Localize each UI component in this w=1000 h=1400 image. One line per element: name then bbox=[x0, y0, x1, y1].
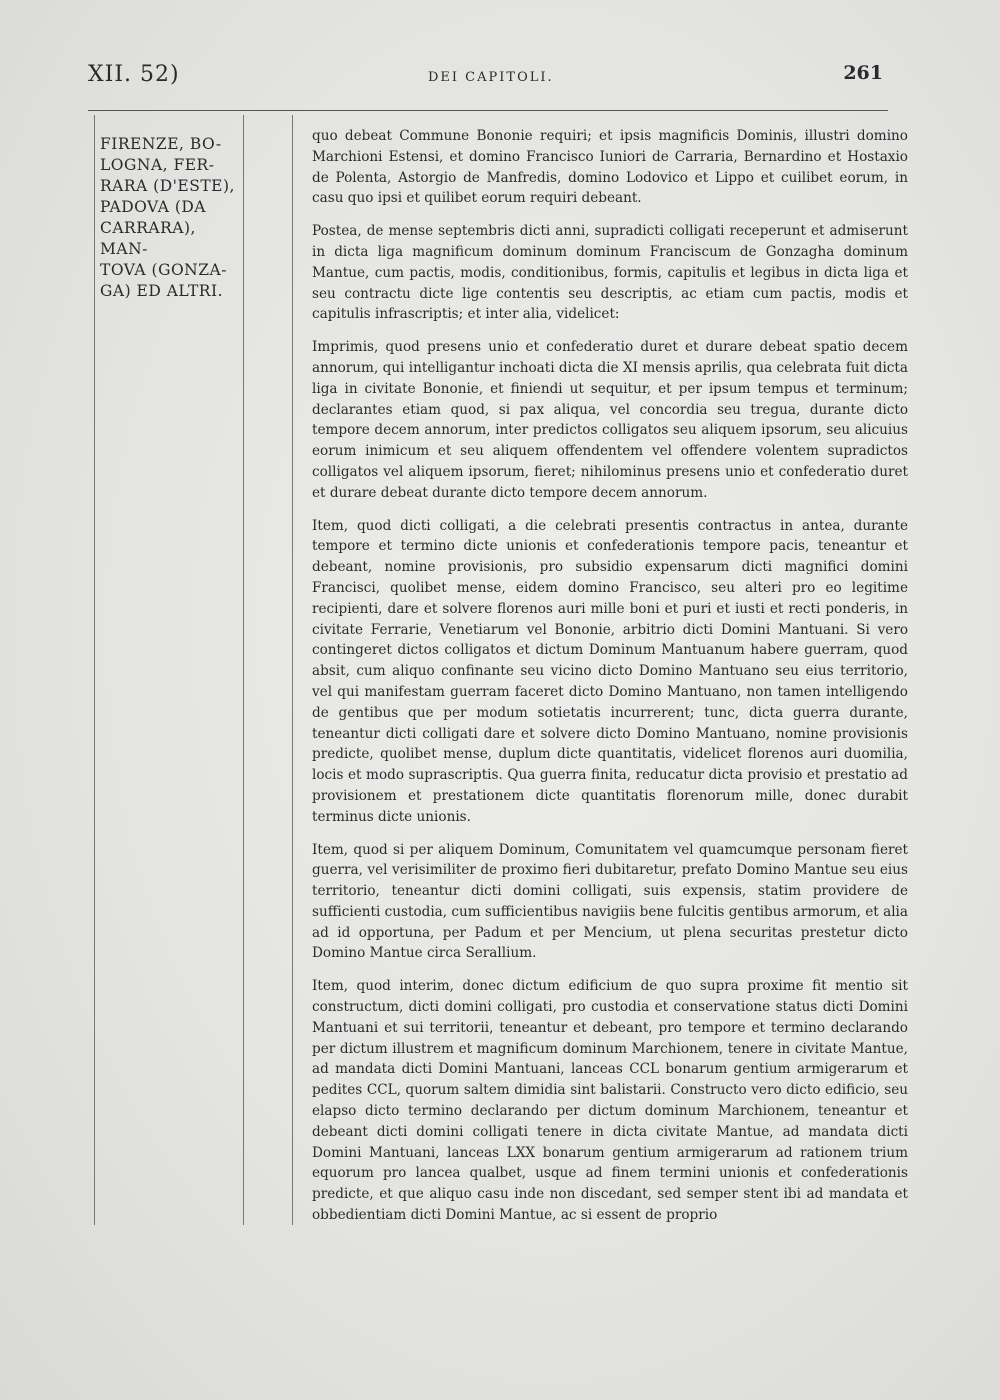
margin-rule-outer bbox=[94, 115, 95, 1225]
section-reference: XII. 52) bbox=[88, 62, 180, 87]
paragraph: Imprimis, quod presens unio et confederatio duret et durare debeat spatio decem annorum, qui intelligantur inchoati dicta die XI mensis aprilis, qua celebrata fuit dicta liga in civitate Bononie, et finiendi ut sequitur, et per ipsum tempus et terminum; declarantes etiam quod, si pax aliqua, vel concordia seu tregua, durante dicto tempore decem annorum, inter predictos colligatos seu aliquem ipsorum, seu alicuius eorum inimicum et seu aliquem offendentem vel offendere volentem supradictos colligatos vel aliquem ipsorum, fieret; nihilominus presens unio et confederatio duret et durare debeat durante dicto tempore decem annorum. bbox=[312, 339, 908, 501]
paragraph: Item, quod dicti colligati, a die celebrati presentis contractus in antea, durante tempore et termino dicte unionis et confederationis tempore pacis, teneantur et debeant, nomine provisionis, pro subsidio expensarum dicti magnifici domini Francisci, quolibet mense, eidem domino Francisco, seu alteri pro eo legitime recipienti, dare et solvere florenos auri mille boni et puri et iusti et recti ponderis, in civitate Ferrarie, Venetiarum vel Bononie, arbitrio dicti Domini Mantuani. Si vero contingeret dictos colligatos et dictum Dominum Mantuanum habere guerram, quod absit, cum aliquo confinante seu vicino dicto Domino Mantuano seu eius territorio, vel qui manifestam guerram faceret dicto Domino Mantuano, non tamen intelligendo de gentibus que per modum sotietatis incurrerent; tunc, dicta guerra durante, teneantur dicti colligati dare et solvere dicto Domino Mantuano, nomine provisionis predicte, quolibet mense, duplum dicte quantitatis, videlicet florenos auri duomilia, locis et modo suprascriptis. Qua guerra finita, reducatur dicta provisio et prestatio ad provisionem et prestationem dicte quantitatis florenorum mille, donec durabit terminus dicte unionis. bbox=[312, 517, 908, 825]
running-title: DEI CAPITOLI. bbox=[428, 70, 554, 85]
main-text bbox=[312, 126, 908, 1226]
paragraph: quo debeat Commune Bononie requiri; et ipsis magnificis Dominis, illustri domino Marchioni Estensi, et domino Francisco Iuniori de Carraria, Bernardino et Hostaxio de Polenta, Astorgio de Manfredis, domino Lodovico et Lippo et cuilibet eorum, in casu quo ipsi et quilibet eorum requiri debeant. bbox=[312, 128, 908, 207]
page-header bbox=[88, 62, 883, 96]
margin-rule-middle bbox=[243, 115, 244, 1225]
page-number: 261 bbox=[843, 62, 883, 84]
margin-rule-inner bbox=[292, 115, 293, 1225]
paragraph: Item, quod si per aliquem Dominum, Comunitatem vel quamcumque personam fieret guerra, vel verisimiliter de proximo fieri dubitaretur, prefato Domino Mantue seu eius territorio, teneantur dicti domini colligati, suis expensis, statim providere de sufficienti custodia, cum sufficientibus navigiis bene fulcitis gentibus armorum, et alia ad id opportuna, per Padum et per Mencium, ut plena securitas prestetur dicto Domino Mantue circa Serallium. bbox=[312, 841, 908, 962]
paragraph: Item, quod interim, donec dictum edificium de quo supra proxime fit mentio sit constructum, dicti domini colligati, pro custodia et conservatione status dicti Domini Mantuani et sui territorii, teneantur et debeant, pro tempore et termino declarando per dictum illustrem et magnificum dominum Marchionem, tenere in civitate Mantue, ad mandata dicti Domini Mantuani, lanceas CCL bonarum gentium armigerarum et pedites CCL, quorum saltem dimidia sint balistarii. Constructo vero dicto edificio, seu elapso dicto termino declarando per dictum dominum Marchionem, teneantur et debeant dicti domini colligati tenere in dicta civitate Mantue, ad mandata dicti Domini Mantuani, lanceas LXX bonarum gentium armigerarum ad rationem trium equorum pro lancea qualbet, usque ad finem termini unionis et confederationis predicte, et que aliquo casu inde non discedant, sed semper stent ibi ad mandata et obbedientiam dicti Domini Mantue, ac si essent de proprio bbox=[312, 978, 908, 1224]
margin-heading: FIRENZE, BO- LOGNA, FER- RARA (D'ESTE), PADOVA (DA CARRARA), MAN- TOVA (GONZA- GA) ED ALTRI. bbox=[100, 135, 235, 300]
header-rule bbox=[88, 110, 888, 111]
paragraph: Postea, de mense septembris dicti anni, supradicti colligati receperunt et admiserunt in dicta liga magnificum dominum dominum Franciscum de Gonzagha dominum Mantue, cum pactis, modis, conditionibus, formis, capitulis et legibus in dicta liga et seu contractu dicte lige contentis seu descriptis, ac etiam cum pactis, modis et capitulis infrascriptis; et inter alia, videlicet: bbox=[312, 223, 908, 323]
